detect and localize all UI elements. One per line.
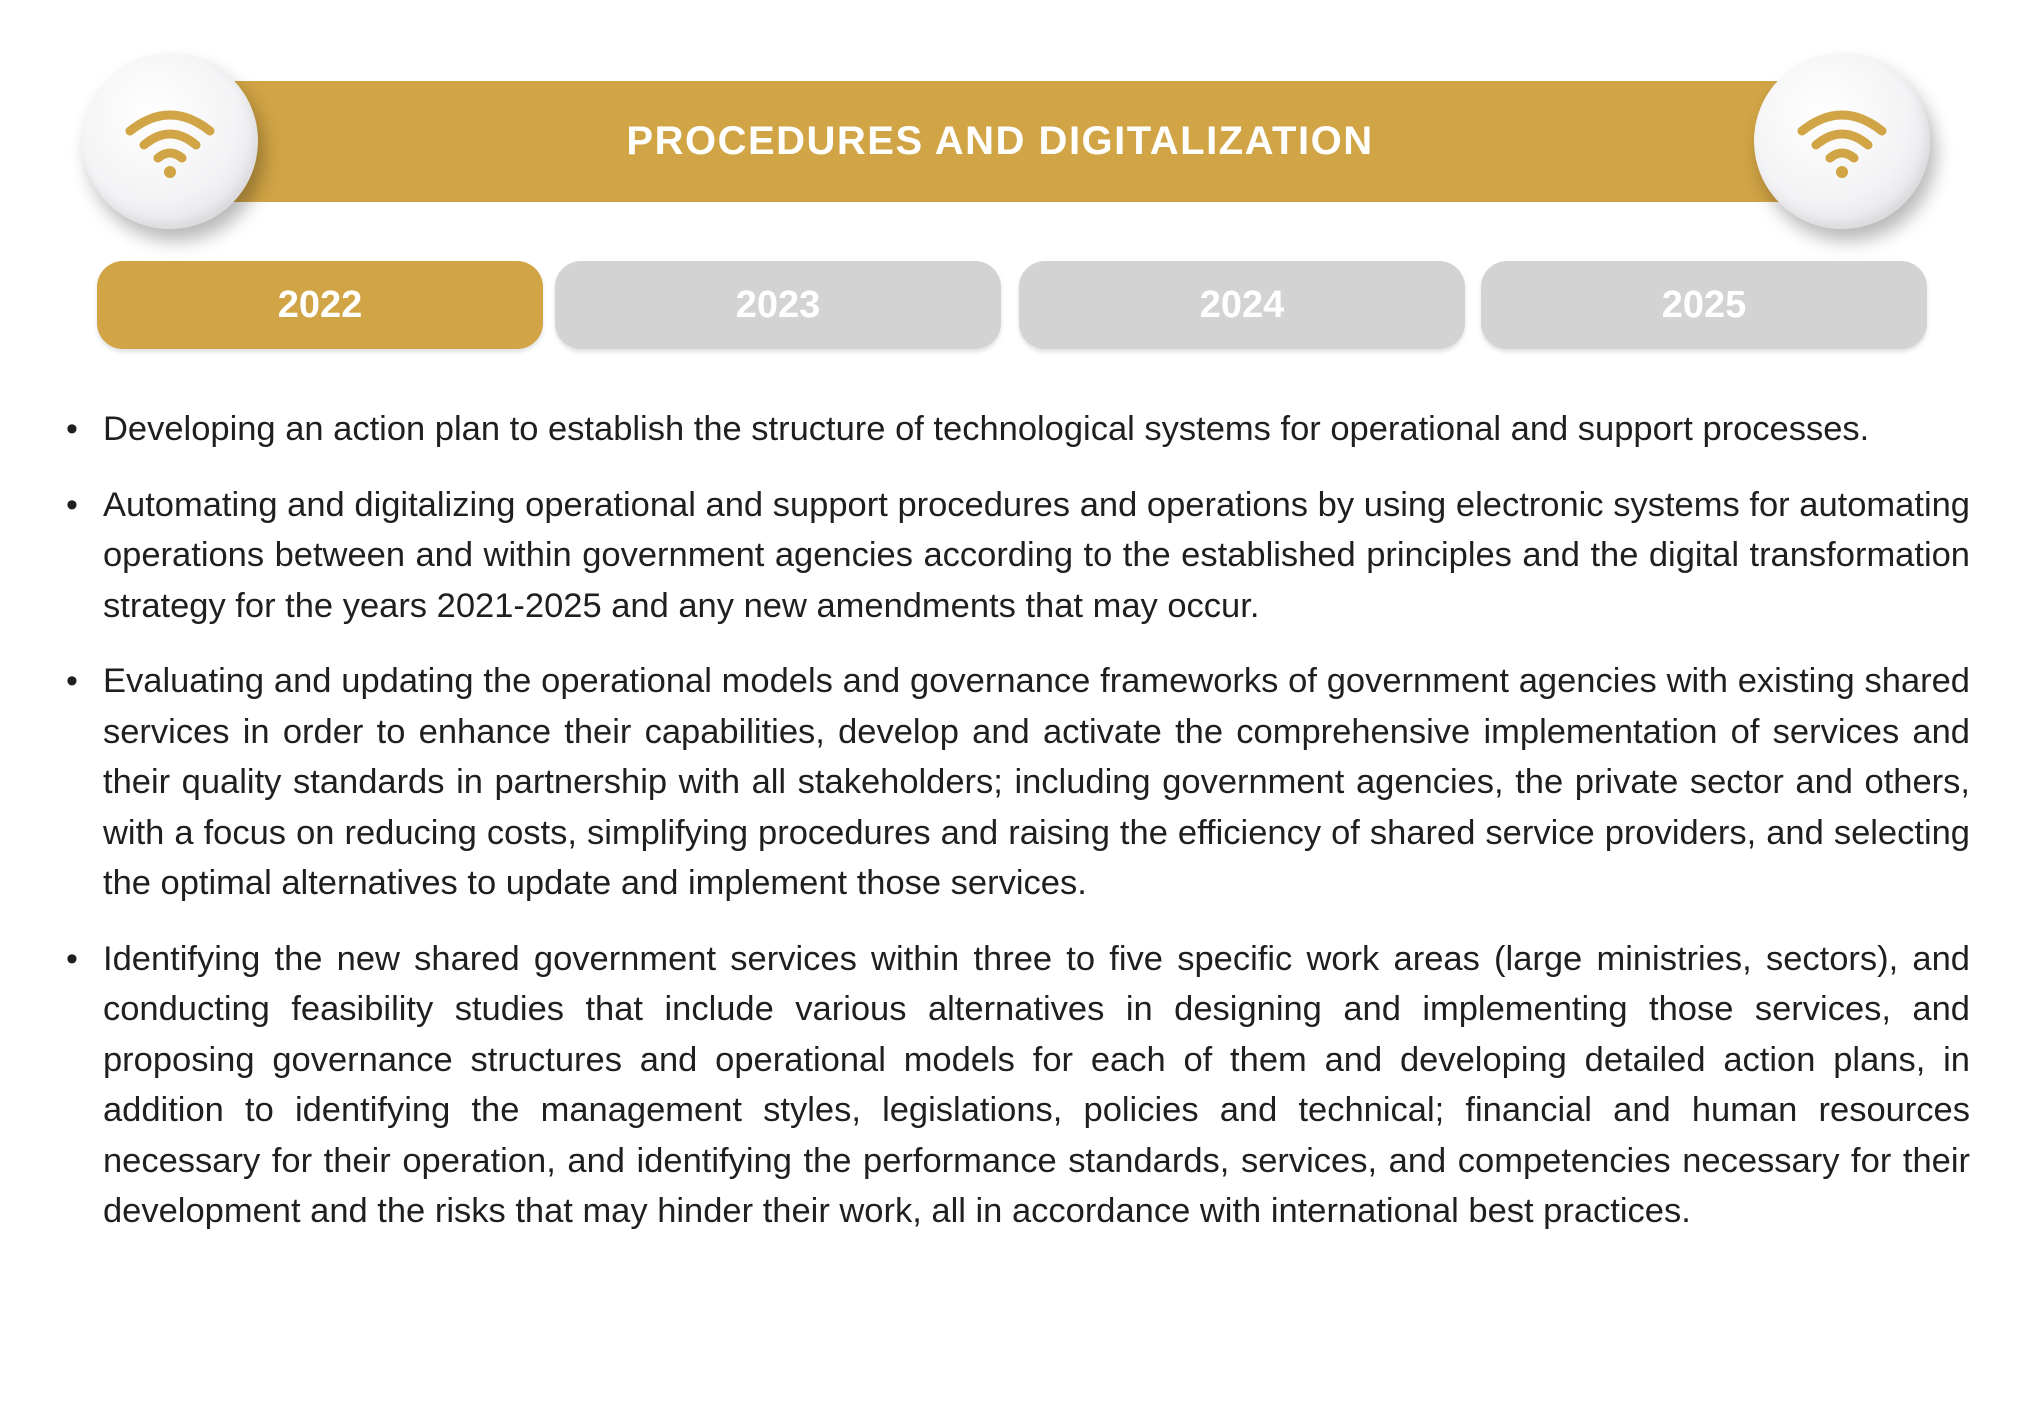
list-item (60, 934, 1970, 1237)
wifi-icon (122, 101, 218, 181)
tab-2025[interactable]: 2025 (1481, 261, 1927, 349)
list-item-text: Automating and digitalizing operational and support procedures and operations by using electronic systems for automating operations between and within government agencies according to the established principles and the digital transformation strategy for the years 2021-2025 and any new amendments that may occur. (103, 485, 1970, 625)
list-item-text: Identifying the new shared government services within three to five specific work areas (large ministries, sectors), and conducting feasibility studies that include various alternatives in designing and implementing those services, and proposing governance structures and operational models for each of them and developing detailed action plans, in addition to identifying the management styles, legislations, policies and technical; financial and human resources necessary for their operation, and identifying the performance standards, services, and competencies necessary for their development and the risks that may hinder their work, all in accordance with international best practices. (103, 939, 1970, 1230)
wifi-badge-left (82, 53, 258, 229)
year-tabs (97, 261, 1927, 349)
bullet-content (60, 404, 1970, 1262)
bullet-icon: • (66, 939, 78, 978)
bullet-icon: • (66, 410, 78, 448)
bullet-list (60, 404, 1970, 1237)
page-title: PROCEDURES AND DIGITALIZATION (626, 119, 1374, 163)
list-item (60, 404, 1970, 455)
list-item-text: Developing an action plan to establish the structure of technological systems for operational and support processes. (103, 410, 1870, 448)
bullet-icon: • (66, 662, 78, 700)
list-item-text: Evaluating and updating the operational models and governance frameworks of government agencies with existing shared services in order to enhance their capabilities, develop and activate the comprehensive implementation of services and their quality standards in partnership with all stakeholders; including government agencies, the private sector and others, with a focus on reducing costs, simplifying procedures and raising the efficiency of shared service providers, and selecting the optimal alternatives to update and implement those services. (103, 662, 1970, 902)
bullet-icon: • (66, 485, 78, 524)
tab-2023[interactable]: 2023 (555, 261, 1001, 349)
list-item (60, 480, 1970, 632)
list-item (60, 656, 1970, 909)
tab-2022[interactable]: 2022 (97, 261, 543, 349)
section-banner (200, 81, 1800, 202)
wifi-badge-right (1754, 53, 1930, 229)
wifi-icon (1794, 101, 1890, 181)
tab-2024[interactable]: 2024 (1019, 261, 1465, 349)
